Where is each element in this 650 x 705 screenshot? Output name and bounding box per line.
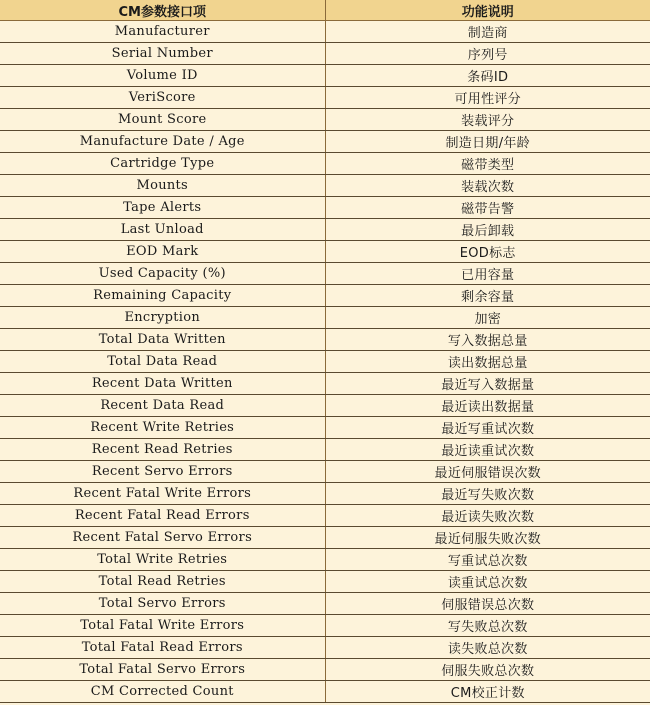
table-row: [0, 131, 650, 153]
parameter-name-cell: Total Data Written: [0, 329, 325, 351]
header-function-description: 功能说明: [325, 0, 650, 21]
table-row: [0, 483, 650, 505]
table-row: [0, 329, 650, 351]
table-row: [0, 571, 650, 593]
function-description-cell: 装载评分: [325, 109, 650, 131]
parameter-name-cell: Serial Number: [0, 43, 325, 65]
function-description-cell: 序列号: [325, 43, 650, 65]
function-description-cell: CM校正计数: [325, 681, 650, 703]
table-row: [0, 637, 650, 659]
table-row: [0, 241, 650, 263]
function-description-cell: 最近伺服失败次数: [325, 527, 650, 549]
parameter-name-cell: Recent Servo Errors: [0, 461, 325, 483]
table-row: [0, 175, 650, 197]
function-description-cell: 最近读重试次数: [325, 439, 650, 461]
parameter-name-cell: Remaining Capacity: [0, 285, 325, 307]
function-description-cell: 制造商: [325, 21, 650, 43]
table-row: [0, 109, 650, 131]
function-description-cell: 制造日期/年龄: [325, 131, 650, 153]
parameter-name-cell: Mount Score: [0, 109, 325, 131]
function-description-cell: 写入数据总量: [325, 329, 650, 351]
table-row: [0, 153, 650, 175]
function-description-cell: 加密: [325, 307, 650, 329]
parameter-name-cell: Recent Data Read: [0, 395, 325, 417]
table-body: [0, 21, 650, 703]
table-row: [0, 263, 650, 285]
parameter-name-cell: Total Fatal Servo Errors: [0, 659, 325, 681]
header-row: [0, 0, 650, 21]
parameter-name-cell: Cartridge Type: [0, 153, 325, 175]
table-row: [0, 373, 650, 395]
table-row: [0, 439, 650, 461]
function-description-cell: 伺服失败总次数: [325, 659, 650, 681]
table-row: [0, 505, 650, 527]
table-row: [0, 197, 650, 219]
parameter-name-cell: Last Unload: [0, 219, 325, 241]
parameter-name-cell: Encryption: [0, 307, 325, 329]
table-row: [0, 87, 650, 109]
function-description-cell: 最后卸载: [325, 219, 650, 241]
table-row: [0, 351, 650, 373]
table-row: [0, 549, 650, 571]
parameter-name-cell: Mounts: [0, 175, 325, 197]
parameter-name-cell: Recent Fatal Write Errors: [0, 483, 325, 505]
table-row: [0, 659, 650, 681]
parameter-name-cell: Total Data Read: [0, 351, 325, 373]
parameter-name-cell: Recent Read Retries: [0, 439, 325, 461]
function-description-cell: 装载次数: [325, 175, 650, 197]
function-description-cell: 剩余容量: [325, 285, 650, 307]
table-row: [0, 65, 650, 87]
function-description-cell: 写重试总次数: [325, 549, 650, 571]
table-row: [0, 395, 650, 417]
table-row: [0, 593, 650, 615]
function-description-cell: 已用容量: [325, 263, 650, 285]
function-description-cell: 最近读失败次数: [325, 505, 650, 527]
function-description-cell: 伺服错误总次数: [325, 593, 650, 615]
parameter-name-cell: Recent Write Retries: [0, 417, 325, 439]
parameter-name-cell: Manufacturer: [0, 21, 325, 43]
parameter-name-cell: Total Fatal Write Errors: [0, 615, 325, 637]
parameter-name-cell: Used Capacity (%): [0, 263, 325, 285]
table-row: [0, 417, 650, 439]
function-description-cell: 可用性评分: [325, 87, 650, 109]
table-row: [0, 307, 650, 329]
function-description-cell: EOD标志: [325, 241, 650, 263]
table-row: [0, 615, 650, 637]
table-row: [0, 21, 650, 43]
parameter-name-cell: Total Fatal Read Errors: [0, 637, 325, 659]
table-row: [0, 43, 650, 65]
parameter-name-cell: Total Read Retries: [0, 571, 325, 593]
table-row: [0, 681, 650, 703]
function-description-cell: 磁带类型: [325, 153, 650, 175]
parameter-name-cell: VeriScore: [0, 87, 325, 109]
parameter-name-cell: Tape Alerts: [0, 197, 325, 219]
function-description-cell: 写失败总次数: [325, 615, 650, 637]
function-description-cell: 最近写失败次数: [325, 483, 650, 505]
function-description-cell: 最近伺服错误次数: [325, 461, 650, 483]
parameter-name-cell: Total Servo Errors: [0, 593, 325, 615]
parameter-name-cell: EOD Mark: [0, 241, 325, 263]
function-description-cell: 最近写入数据量: [325, 373, 650, 395]
parameter-name-cell: Total Write Retries: [0, 549, 325, 571]
parameter-name-cell: Volume ID: [0, 65, 325, 87]
table-row: [0, 527, 650, 549]
table-row: [0, 219, 650, 241]
function-description-cell: 条码ID: [325, 65, 650, 87]
parameter-name-cell: CM Corrected Count: [0, 681, 325, 703]
parameter-name-cell: Recent Data Written: [0, 373, 325, 395]
table-row: [0, 285, 650, 307]
parameter-name-cell: Manufacture Date / Age: [0, 131, 325, 153]
function-description-cell: 最近读出数据量: [325, 395, 650, 417]
header-cm-parameter: CM参数接口项: [0, 0, 325, 21]
function-description-cell: 读出数据总量: [325, 351, 650, 373]
parameter-name-cell: Recent Fatal Read Errors: [0, 505, 325, 527]
function-description-cell: 读重试总次数: [325, 571, 650, 593]
function-description-cell: 最近写重试次数: [325, 417, 650, 439]
parameter-name-cell: Recent Fatal Servo Errors: [0, 527, 325, 549]
table-row: [0, 461, 650, 483]
function-description-cell: 磁带告警: [325, 197, 650, 219]
function-description-cell: 读失败总次数: [325, 637, 650, 659]
